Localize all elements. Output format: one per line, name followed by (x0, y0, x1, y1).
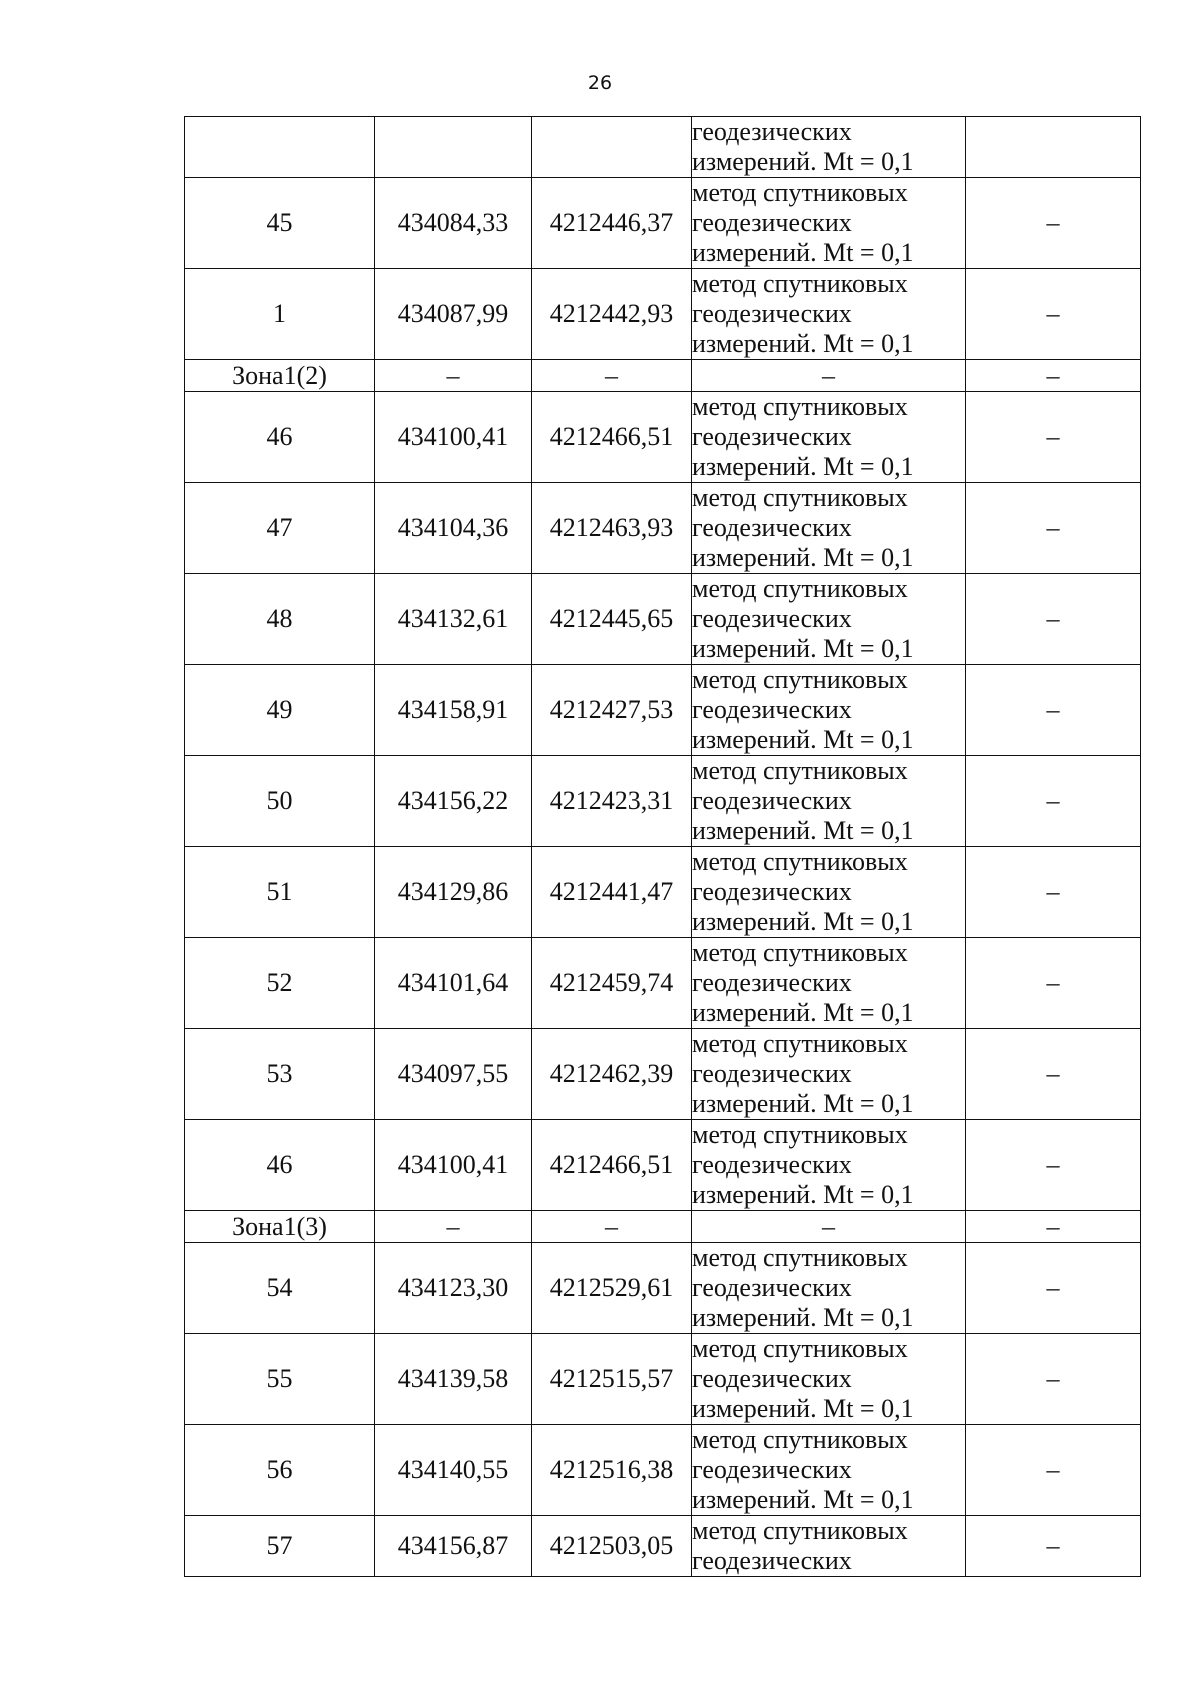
x-coordinate-cell: 434104,36 (375, 483, 532, 574)
method-line: метод спутниковых (692, 1334, 908, 1363)
dash-cell: – (375, 1211, 532, 1243)
method-line: измерений. Mt = 0,1 (692, 1180, 914, 1209)
method-line: метод спутниковых (692, 1243, 908, 1272)
zone-label-cell: Зона1(2) (185, 360, 375, 392)
method-cell (692, 938, 966, 1029)
x-coordinate-cell: 434156,22 (375, 756, 532, 847)
method-line: геодезических (692, 968, 852, 997)
error-cell: – (966, 269, 1141, 360)
point-number-cell: 45 (185, 178, 375, 269)
y-coordinate-cell: 4212516,38 (532, 1425, 692, 1516)
method-cell (692, 483, 966, 574)
error-cell: – (966, 574, 1141, 665)
point-number-cell: 57 (185, 1516, 375, 1577)
zone-row (185, 1211, 1141, 1243)
dash-cell: – (692, 1211, 966, 1243)
method-line: измерений. Mt = 0,1 (692, 725, 914, 754)
method-cell (692, 178, 966, 269)
method-cell (692, 756, 966, 847)
table-row (185, 665, 1141, 756)
y-coordinate-cell: 4212462,39 (532, 1029, 692, 1120)
method-cell (692, 1334, 966, 1425)
method-line: геодезических (692, 786, 852, 815)
point-number-cell: 52 (185, 938, 375, 1029)
method-line: метод спутниковых (692, 483, 908, 512)
method-line: метод спутниковых (692, 756, 908, 785)
coordinates-table-body (185, 117, 1141, 1577)
table-row (185, 1425, 1141, 1516)
table-row (185, 392, 1141, 483)
point-number-cell: 53 (185, 1029, 375, 1120)
method-line: геодезических (692, 604, 852, 633)
x-coordinate-cell: 434123,30 (375, 1243, 532, 1334)
error-cell: – (966, 1029, 1141, 1120)
error-cell: – (966, 665, 1141, 756)
method-line: измерений. Mt = 0,1 (692, 907, 914, 936)
point-number-cell: 46 (185, 1120, 375, 1211)
method-line: метод спутниковых (692, 269, 908, 298)
method-line: геодезических (692, 422, 852, 451)
dash-cell: – (692, 360, 966, 392)
y-coordinate-cell: 4212459,74 (532, 938, 692, 1029)
method-line: геодезических (692, 1150, 852, 1179)
y-coordinate-cell (532, 117, 692, 178)
method-cell (692, 392, 966, 483)
method-line: метод спутниковых (692, 178, 908, 207)
y-coordinate-cell: 4212441,47 (532, 847, 692, 938)
zone-row (185, 360, 1141, 392)
x-coordinate-cell: 434140,55 (375, 1425, 532, 1516)
method-cell (692, 1425, 966, 1516)
y-coordinate-cell: 4212423,31 (532, 756, 692, 847)
x-coordinate-cell: 434087,99 (375, 269, 532, 360)
y-coordinate-cell: 4212503,05 (532, 1516, 692, 1577)
point-number-cell: 55 (185, 1334, 375, 1425)
dash-cell: – (532, 360, 692, 392)
error-cell (966, 117, 1141, 178)
x-coordinate-cell: 434129,86 (375, 847, 532, 938)
method-line: измерений. Mt = 0,1 (692, 147, 914, 176)
point-number-cell: 48 (185, 574, 375, 665)
method-line: метод спутниковых (692, 1516, 908, 1545)
error-cell: – (966, 1243, 1141, 1334)
y-coordinate-cell: 4212445,65 (532, 574, 692, 665)
method-line: измерений. Mt = 0,1 (692, 238, 914, 267)
method-cell (692, 269, 966, 360)
error-cell: – (966, 756, 1141, 847)
method-line: геодезических (692, 1059, 852, 1088)
table-row (185, 269, 1141, 360)
method-line: измерений. Mt = 0,1 (692, 1485, 914, 1514)
x-coordinate-cell: 434139,58 (375, 1334, 532, 1425)
x-coordinate-cell: 434100,41 (375, 1120, 532, 1211)
table-row-last (185, 1516, 1141, 1577)
method-line: геодезических (692, 1546, 852, 1575)
y-coordinate-cell: 4212442,93 (532, 269, 692, 360)
x-coordinate-cell: 434158,91 (375, 665, 532, 756)
table-row (185, 1120, 1141, 1211)
method-line: метод спутниковых (692, 1029, 908, 1058)
point-number-cell: 54 (185, 1243, 375, 1334)
method-line: метод спутниковых (692, 665, 908, 694)
method-line: измерений. Mt = 0,1 (692, 1303, 914, 1332)
table-row (185, 1243, 1141, 1334)
error-cell: – (966, 1120, 1141, 1211)
zone-label-cell: Зона1(3) (185, 1211, 375, 1243)
point-number-cell: 56 (185, 1425, 375, 1516)
table-row (185, 574, 1141, 665)
y-coordinate-cell: 4212466,51 (532, 1120, 692, 1211)
x-coordinate-cell: 434156,87 (375, 1516, 532, 1577)
method-line: метод спутниковых (692, 574, 908, 603)
method-line: геодезических (692, 208, 852, 237)
dash-cell: – (966, 1211, 1141, 1243)
x-coordinate-cell: 434100,41 (375, 392, 532, 483)
table-row-continued (185, 117, 1141, 178)
method-cell (692, 665, 966, 756)
y-coordinate-cell: 4212463,93 (532, 483, 692, 574)
y-coordinate-cell: 4212466,51 (532, 392, 692, 483)
method-line: метод спутниковых (692, 1425, 908, 1454)
method-line: геодезических (692, 877, 852, 906)
point-number-cell (185, 117, 375, 178)
error-cell: – (966, 178, 1141, 269)
x-coordinate-cell: 434084,33 (375, 178, 532, 269)
y-coordinate-cell: 4212446,37 (532, 178, 692, 269)
error-cell: – (966, 847, 1141, 938)
error-cell: – (966, 483, 1141, 574)
method-line: геодезических (692, 1455, 852, 1484)
point-number-cell: 51 (185, 847, 375, 938)
point-number-cell: 1 (185, 269, 375, 360)
coordinates-table (184, 116, 1141, 1577)
method-line: измерений. Mt = 0,1 (692, 634, 914, 663)
table-row (185, 483, 1141, 574)
method-line: измерений. Mt = 0,1 (692, 998, 914, 1027)
dash-cell: – (966, 360, 1141, 392)
table-row (185, 1334, 1141, 1425)
table-row (185, 756, 1141, 847)
method-cell (692, 1516, 966, 1577)
method-line: измерений. Mt = 0,1 (692, 1089, 914, 1118)
error-cell: – (966, 392, 1141, 483)
error-cell: – (966, 1334, 1141, 1425)
table-row (185, 847, 1141, 938)
x-coordinate-cell (375, 117, 532, 178)
point-number-cell: 47 (185, 483, 375, 574)
table-row (185, 938, 1141, 1029)
y-coordinate-cell: 4212427,53 (532, 665, 692, 756)
page-number: 26 (587, 72, 613, 94)
method-line: геодезических (692, 117, 852, 146)
y-coordinate-cell: 4212515,57 (532, 1334, 692, 1425)
method-line: измерений. Mt = 0,1 (692, 816, 914, 845)
y-coordinate-cell: 4212529,61 (532, 1243, 692, 1334)
error-cell: – (966, 938, 1141, 1029)
point-number-cell: 49 (185, 665, 375, 756)
dash-cell: – (375, 360, 532, 392)
x-coordinate-cell: 434101,64 (375, 938, 532, 1029)
method-line: метод спутниковых (692, 938, 908, 967)
method-cell (692, 847, 966, 938)
method-line: измерений. Mt = 0,1 (692, 329, 914, 358)
method-line: измерений. Mt = 0,1 (692, 1394, 914, 1423)
x-coordinate-cell: 434097,55 (375, 1029, 532, 1120)
method-line: метод спутниковых (692, 392, 908, 421)
point-number-cell: 46 (185, 392, 375, 483)
method-cell (692, 117, 966, 178)
method-line: геодезических (692, 1364, 852, 1393)
method-line: геодезических (692, 299, 852, 328)
method-line: измерений. Mt = 0,1 (692, 543, 914, 572)
method-line: геодезических (692, 695, 852, 724)
x-coordinate-cell: 434132,61 (375, 574, 532, 665)
method-cell (692, 1029, 966, 1120)
method-line: измерений. Mt = 0,1 (692, 452, 914, 481)
method-line: метод спутниковых (692, 1120, 908, 1149)
table-row (185, 1029, 1141, 1120)
method-cell (692, 1120, 966, 1211)
table-row (185, 178, 1141, 269)
method-line: геодезических (692, 1273, 852, 1302)
point-number-cell: 50 (185, 756, 375, 847)
method-cell (692, 574, 966, 665)
dash-cell: – (532, 1211, 692, 1243)
method-line: геодезических (692, 513, 852, 542)
error-cell: – (966, 1516, 1141, 1577)
error-cell: – (966, 1425, 1141, 1516)
method-cell (692, 1243, 966, 1334)
method-line: метод спутниковых (692, 847, 908, 876)
